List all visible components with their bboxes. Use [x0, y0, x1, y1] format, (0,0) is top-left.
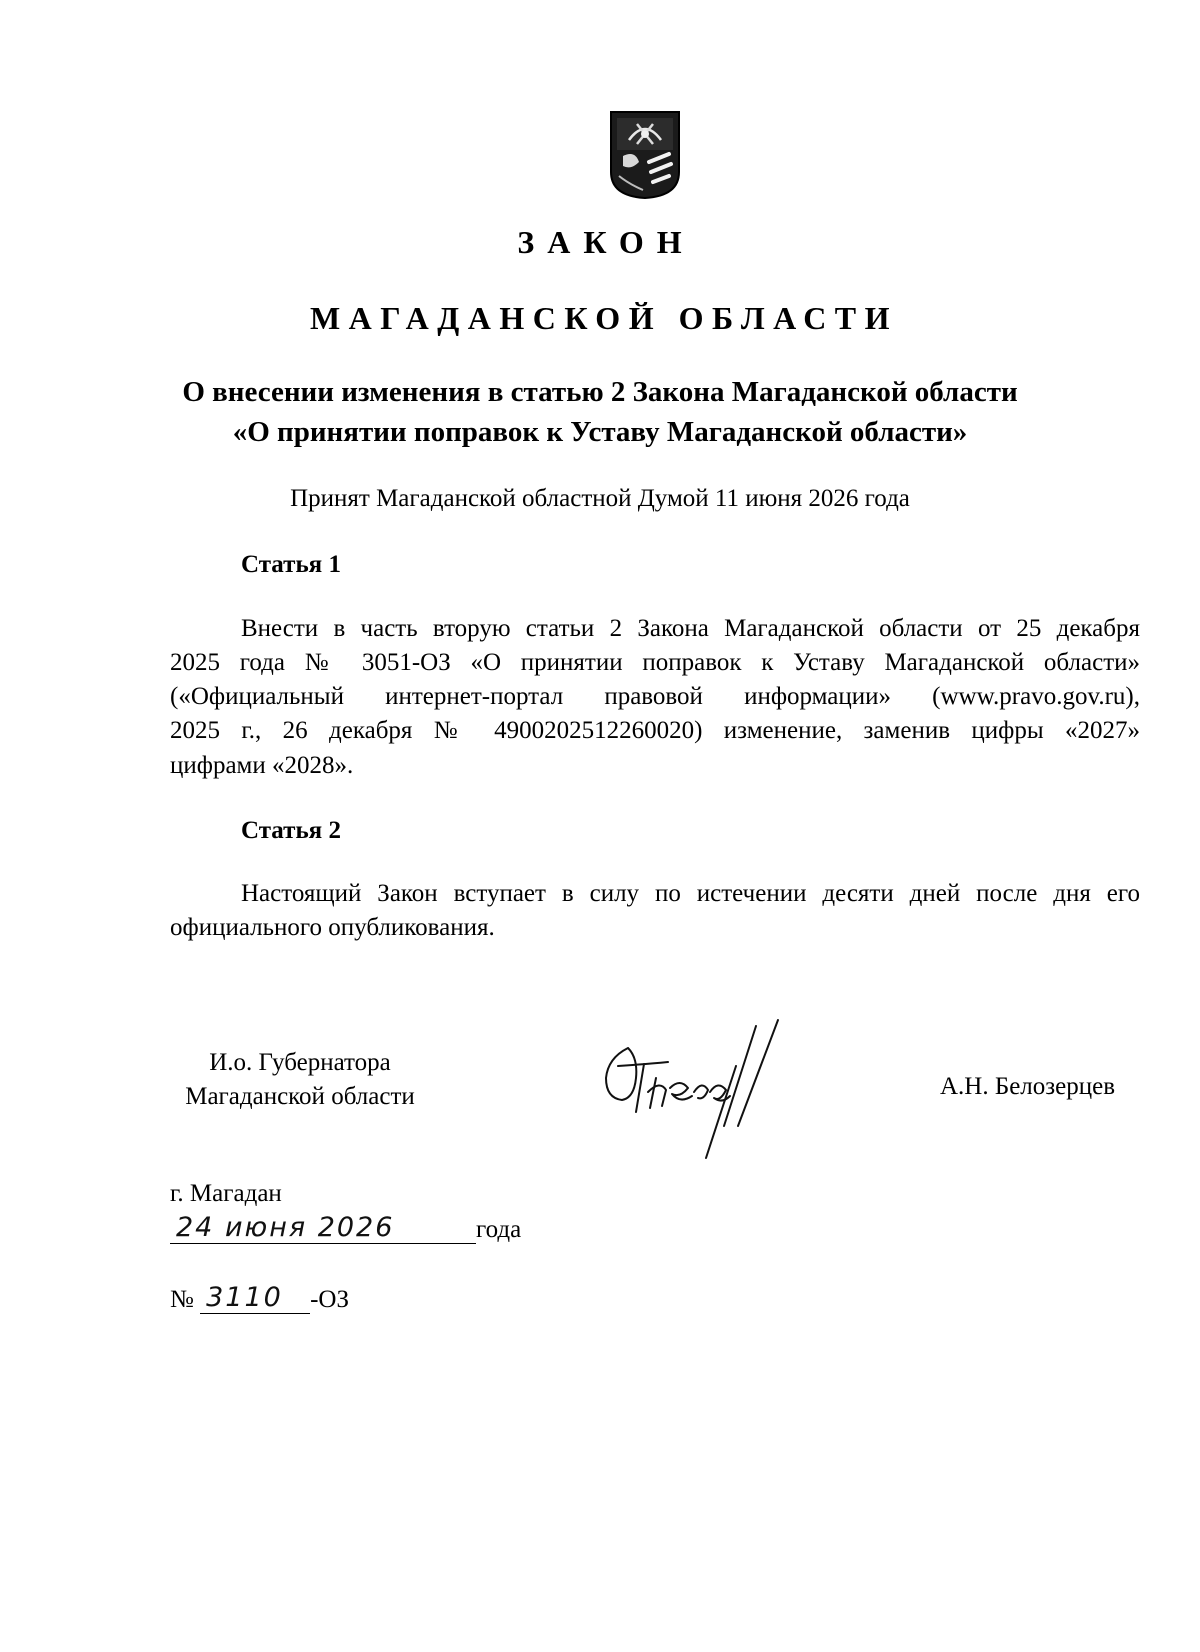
date-suffix: года — [476, 1216, 522, 1243]
article-1-line-4: 2025 г., 26 декабря № 4900202512260020) изменение, заменив цифры «2027» — [170, 717, 1140, 744]
signatory-position — [140, 1046, 460, 1114]
number-underline — [200, 1283, 310, 1314]
signing-date — [170, 1213, 521, 1247]
document-title-line-2: «О принятии поправок к Уставу Магаданской области» — [232, 416, 968, 448]
date-underline — [170, 1213, 476, 1244]
article-1-line-5: цифрами «2028». — [170, 752, 354, 779]
document-title-line-1: О внесении изменения в статью 2 Закона Магаданской области — [182, 376, 1018, 408]
number-prefix: № — [170, 1286, 194, 1313]
adoption-note: Принят Магаданской областной Думой 11 июня 2026 года — [290, 485, 910, 512]
handwritten-signature — [588, 1018, 828, 1178]
city-of-signing: г. Магадан — [170, 1180, 282, 1207]
article-2-title: Статья 2 — [241, 817, 341, 844]
coat-of-arms-emblem — [609, 110, 681, 200]
signatory-name: А.Н. Белозерцев — [940, 1073, 1116, 1100]
article-1-title: Статья 1 — [241, 551, 341, 578]
handwritten-date: 24 июня 2026 — [176, 1212, 395, 1243]
signatory-position-line-2: Магаданской области — [185, 1083, 415, 1110]
law-heading: ЗАКОН — [517, 224, 695, 260]
article-1-line-1: Внести в часть вторую статьи 2 Закона Магаданской области от 25 декабря — [241, 615, 1140, 642]
number-suffix: -ОЗ — [310, 1286, 350, 1313]
law-number — [170, 1283, 349, 1317]
region-heading: МАГАДАНСКОЙ ОБЛАСТИ — [309, 300, 899, 336]
article-1-line-3: («Официальный интернет-портал правовой информации» (www.pravo.gov.ru), — [170, 683, 1140, 710]
article-2-line-1: Настоящий Закон вступает в силу по истечении десяти дней после дня его — [241, 880, 1140, 907]
article-1-line-2: 2025 года № 3051-ОЗ «О принятии поправок к Уставу Магаданской области» — [170, 649, 1140, 676]
article-2-line-2: официального опубликования. — [170, 914, 495, 941]
document-title — [0, 372, 1200, 452]
handwritten-number: 3110 — [206, 1282, 283, 1313]
magadan-coat-of-arms-icon — [609, 110, 681, 200]
signatory-position-line-1: И.о. Губернатора — [209, 1049, 391, 1076]
